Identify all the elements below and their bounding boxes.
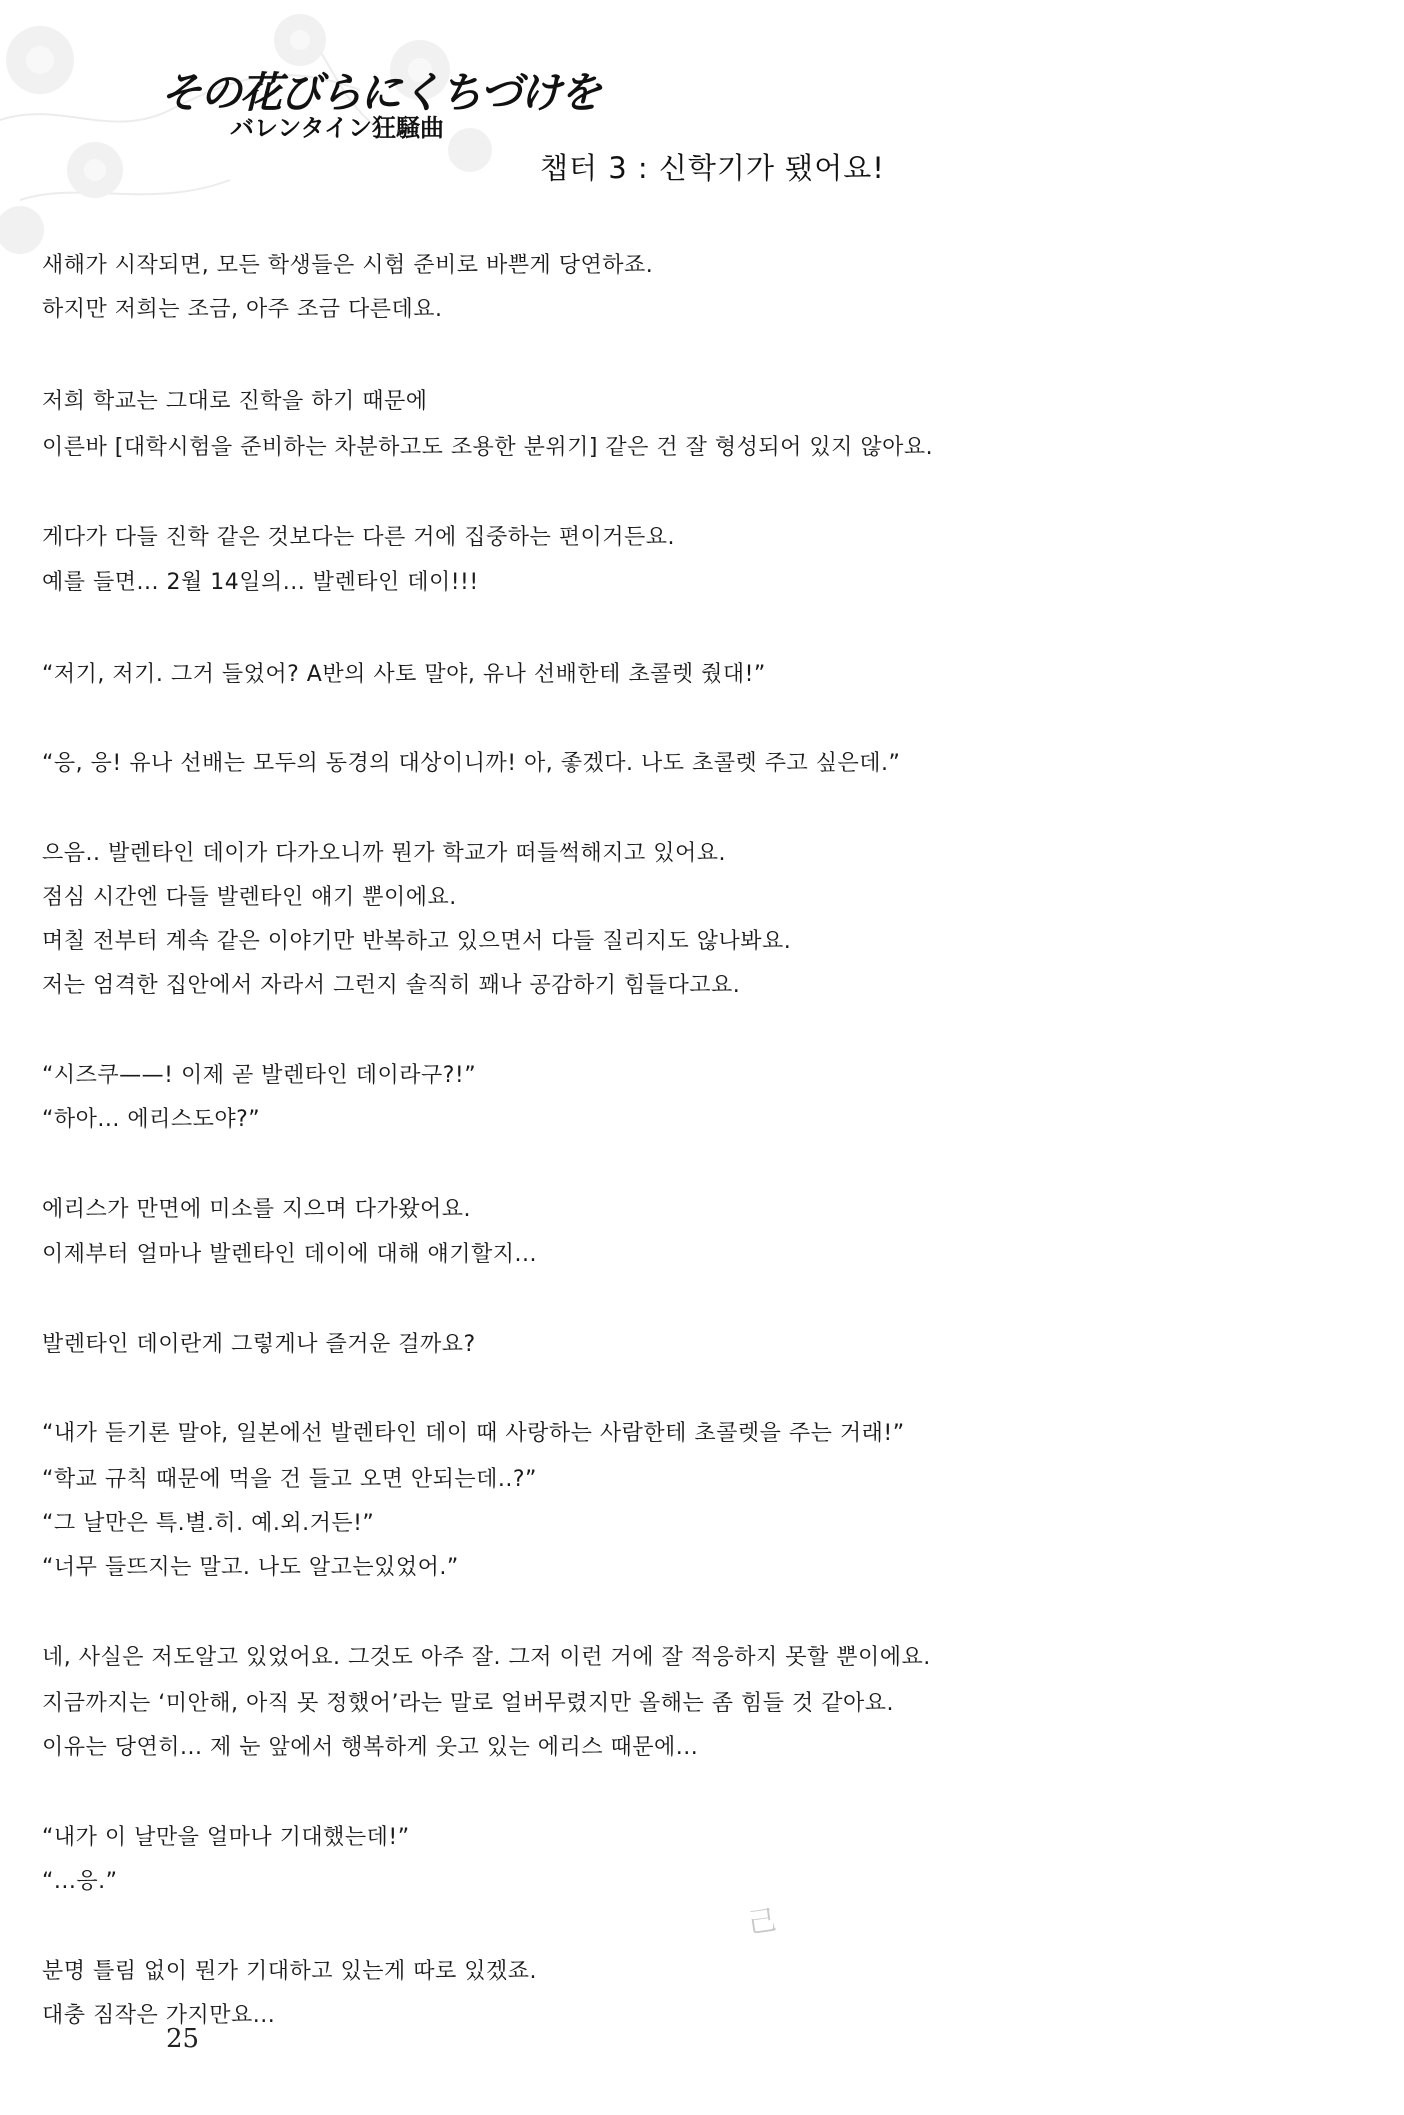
text-line: 예를 들면... 2월 14일의... 발렌타인 데이!!! <box>42 570 479 595</box>
page-number: 25 <box>166 2024 200 2054</box>
text-line: “응, 응! 유나 선배는 모두의 동경의 대상이니까! 아, 좋겠다. 나도 초콜렛 주고 싶은데.” <box>42 751 901 776</box>
text-line: 며칠 전부터 계속 같은 이야기만 반복하고 있으면서 다들 질리지도 않나봐요. <box>42 929 792 954</box>
text-line: 이유는 당연히... 제 눈 앞에서 행복하게 웃고 있는 에리스 때문에... <box>42 1735 699 1760</box>
text-line: 이제부터 얼마나 발렌타인 데이에 대해 얘기할지... <box>42 1242 537 1267</box>
text-line: “너무 들뜨지는 말고. 나도 알고는있었어.” <box>42 1555 459 1580</box>
text-line: 하지만 저희는 조금, 아주 조금 다른데요. <box>42 297 443 322</box>
text-line: 분명 틀림 없이 뭔가 기대하고 있는게 따로 있겠죠. <box>42 1959 537 1984</box>
text-line: 대충 짐작은 가지만요... <box>42 2003 276 2028</box>
text-line: “저기, 저기. 그거 들었어? A반의 사토 말야, 유나 선배한테 초콜렛 줬대!” <box>42 662 766 687</box>
text-line: 저는 엄격한 집안에서 자라서 그런지 솔직히 꽤나 공감하기 힘들다고요. <box>42 973 741 998</box>
text-line: 에리스가 만면에 미소를 지으며 다가왔어요. <box>42 1197 472 1222</box>
text-line: “내가 듣기론 말야, 일본에선 발렌타인 데이 때 사랑하는 사람한테 초콜렛을 주는 거래!” <box>42 1421 905 1446</box>
text-line: “내가 이 날만을 얼마나 기대했는데!” <box>42 1825 410 1850</box>
text-line: 이른바 [대학시험을 준비하는 차분하고도 조용한 분위기] 같은 건 잘 형성되어 있지 않아요. <box>42 435 934 460</box>
text-line: 으음.. 발렌타인 데이가 다가오니까 뭔가 학교가 떠들썩해지고 있어요. <box>42 841 726 866</box>
text-line: “시즈쿠——! 이제 곧 발렌타인 데이라구?!” <box>42 1063 477 1088</box>
text-line: 네, 사실은 저도알고 있었어요. 그것도 아주 잘. 그저 이런 거에 잘 적응하지 못할 뿐이에요. <box>42 1645 931 1670</box>
margin-pencil-mark: 己 <box>746 1903 779 1940</box>
text-line: “하아... 에리스도야?” <box>42 1107 261 1132</box>
text-line: “학교 규칙 때문에 먹을 건 들고 오면 안되는데..?” <box>42 1467 537 1492</box>
book-logo <box>160 68 600 142</box>
logo-subtitle: バレンタイン狂騒曲 <box>230 114 444 142</box>
text-line: 저희 학교는 그대로 진학을 하기 때문에 <box>42 389 428 414</box>
text-line: 게다가 다들 진학 같은 것보다는 다른 거에 집중하는 편이거든요. <box>42 525 675 550</box>
logo-title: その花びらにくちづけを <box>160 68 600 117</box>
text-line: 점심 시간엔 다들 발렌타인 얘기 뿐이에요. <box>42 885 457 910</box>
text-line: “...응.” <box>42 1869 118 1894</box>
chapter-title: 챕터 3 : 신학기가 됐어요! <box>540 151 885 185</box>
text-line: “그 날만은 특.별.히. 예.외.거든!” <box>42 1511 375 1536</box>
text-line: 지금까지는 ‘미안해, 아직 못 정했어’라는 말로 얼버무렸지만 올해는 좀 힘들 것 같아요. <box>42 1691 894 1716</box>
text-line: 새해가 시작되면, 모든 학생들은 시험 준비로 바쁜게 당연하죠. <box>42 253 654 278</box>
text-line: 발렌타인 데이란게 그렇게나 즐거운 걸까요? <box>42 1332 476 1357</box>
